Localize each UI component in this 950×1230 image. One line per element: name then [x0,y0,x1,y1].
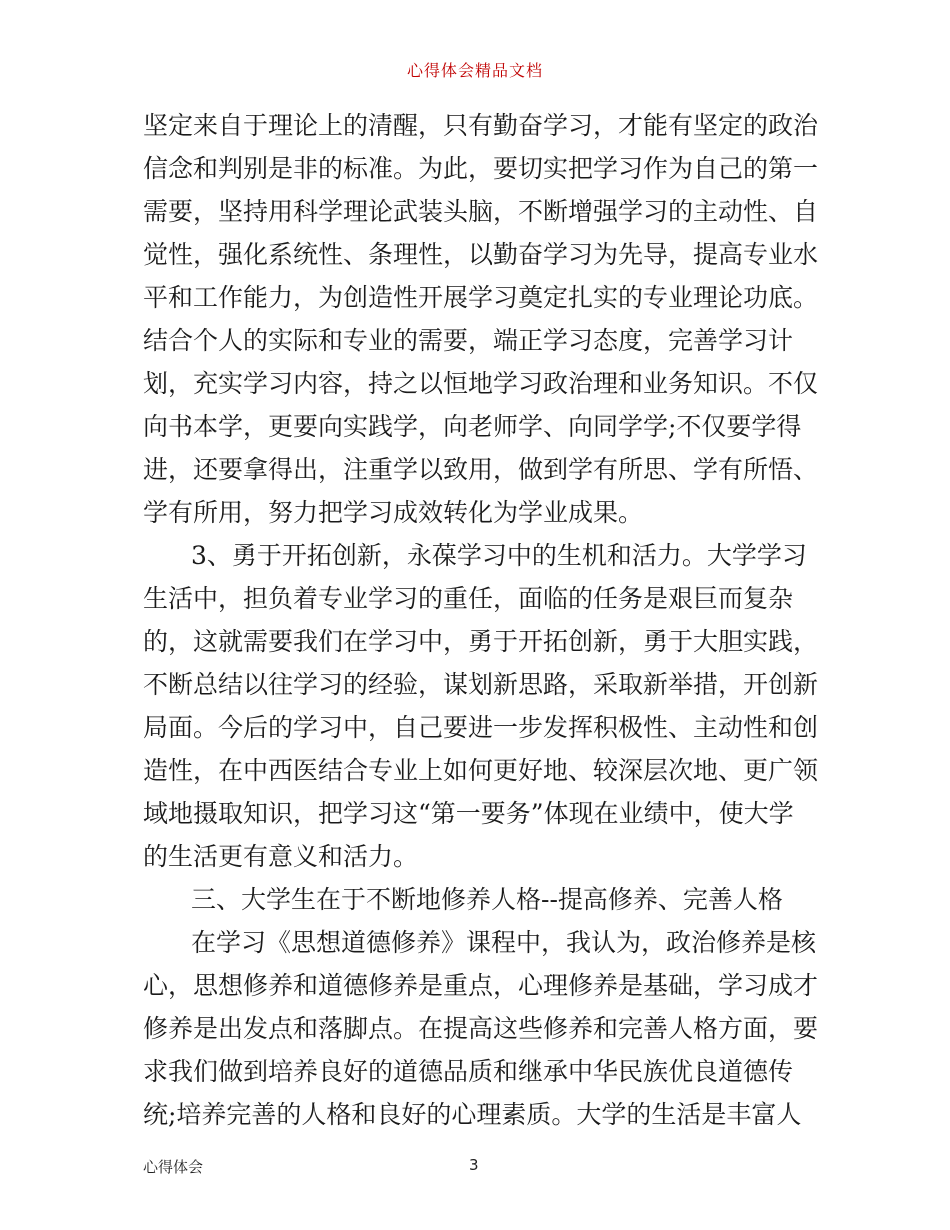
section-heading: 三、大学生在于不断地修养人格--提高修养、完善人格 [191,885,783,914]
body-line: 局面。今后的学习中，自己要进一步发挥积极性、主动性和创 [143,713,819,742]
page-number: 3 [469,1156,479,1174]
body-line: 域地摄取知识，把学习这“第一要务”体现在业绩中，使大学 [143,799,794,828]
body-line: 需要，坚持用科学理论武装头脑，不断增强学习的主动性、自 [143,197,819,226]
body-line: 平和工作能力，为创造性开展学习奠定扎实的专业理论功底。 [143,283,819,312]
body-line: 学有所用，努力把学习成效转化为学业成果。 [143,498,644,527]
body-line: 的，这就需要我们在学习中，勇于开拓创新，勇于大胆实践， [143,627,819,656]
body-line: 向书本学，更要向实践学，向老师学、向同学学;不仅要学得 [143,412,802,441]
body-line: 求我们做到培养良好的道德品质和继承中华民族优良道德传 [143,1057,794,1086]
body-line: 进，还要拿得出，注重学以致用，做到学有所思、学有所悟、 [143,455,819,484]
footer-label: 心得体会 [143,1158,204,1176]
body-line: 觉性，强化系统性、条理性，以勤奋学习为先导，提高专业水 [143,240,819,269]
body-line: 不断总结以往学习的经验，谋划新思路，采取新举措，开创新 [143,670,819,699]
body-line: 心，思想修养和道德修养是重点，心理修养是基础，学习成才 [143,971,819,1000]
body-line: 坚定来自于理论上的清醒，只有勤奋学习，才能有坚定的政治 [143,111,819,140]
body-line: 统;培养完善的人格和良好的心理素质。大学的生活是丰富人 [143,1100,802,1129]
body-line: 划，充实学习内容，持之以恒地学习政治理和业务知识。不仅 [143,369,819,398]
body-line: 的生活更有意义和活力。 [143,842,419,871]
body-line: 信念和判别是非的标准。为此，要切实把学习作为自己的第一 [143,154,819,183]
body-line: 修养是出发点和落脚点。在提高这些修养和完善人格方面，要 [143,1014,819,1043]
document-header-title: 心得体会精品文档 [406,61,543,80]
body-line: 结合个人的实际和专业的需要，端正学习态度，完善学习计 [143,326,794,355]
paragraph-start-line: 3、勇于开拓创新，永葆学习中的生机和活力。大学学习 [191,541,807,570]
document-body [143,104,819,1136]
body-line: 造性，在中西医结合专业上如何更好地、较深层次地、更广领 [143,756,819,785]
paragraph-start-line: 在学习《思想道德修养》课程中，我认为，政治修养是核 [191,928,817,957]
body-line: 生活中，担负着专业学习的重任，面临的任务是艰巨而复杂 [143,584,794,613]
